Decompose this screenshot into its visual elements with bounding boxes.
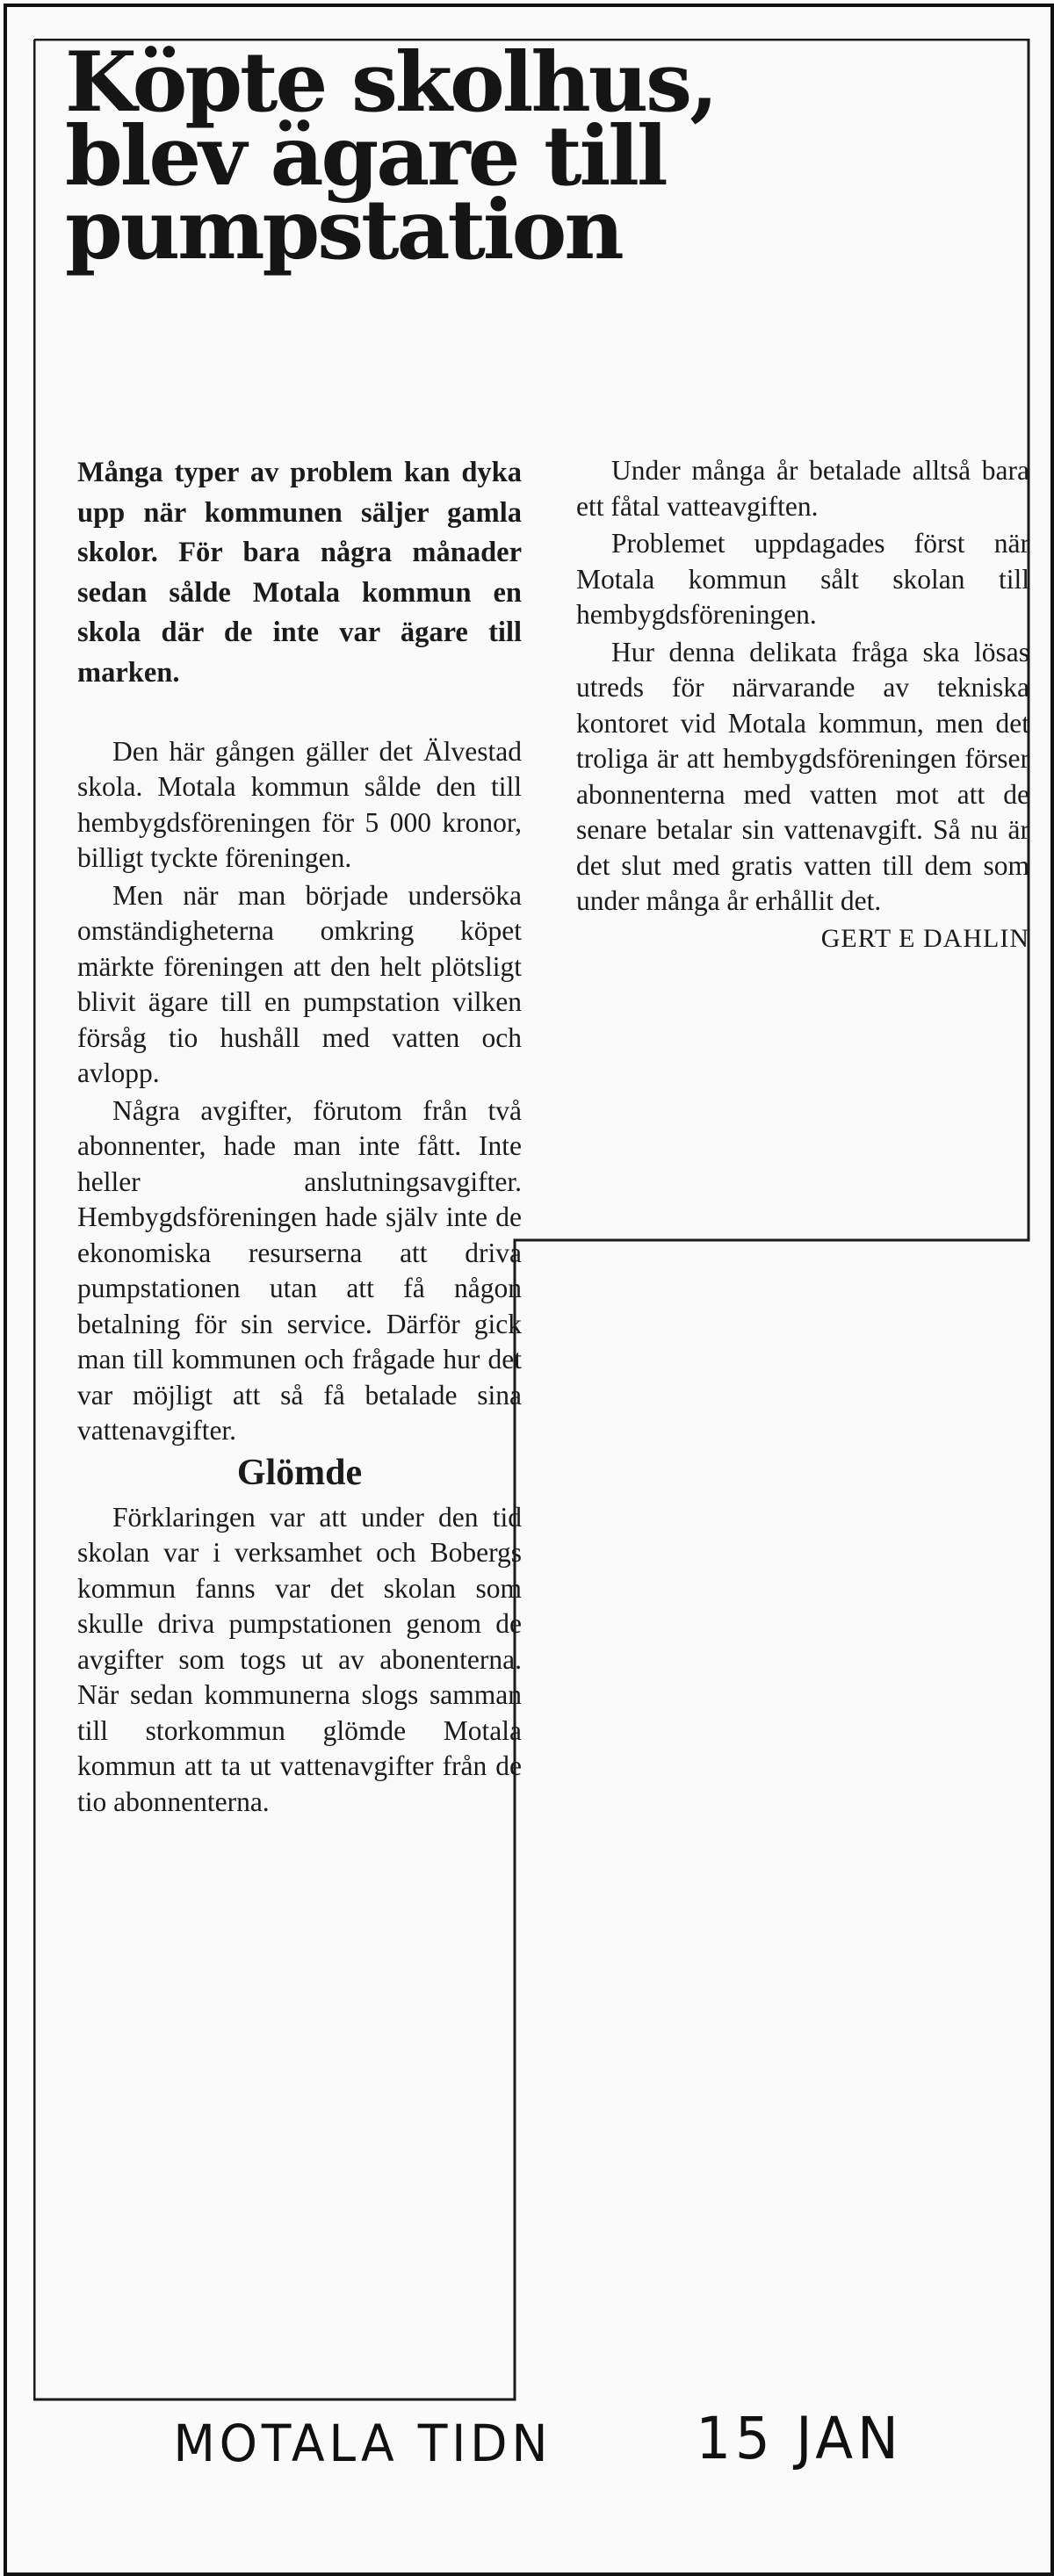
handwritten-date: 15 JAN <box>696 2405 903 2472</box>
body-paragraph: Hur denna delikata fråga ska lösas utreds för närvarande av tekniska kontoret vid Motala kommun, men det troliga är att hembygdsföreningen förser abonnenterna med vatten mot att de senare betalar sin vattenavgift. Så nu är det slut med gratis vatten till dem som under många år erhållit det. <box>576 636 1029 916</box>
handwritten-publication: MOTALA TIDN <box>173 2414 552 2473</box>
article-lead: Många typer av problem kan dyka upp när kommunen säljer gamla skolor. För bara några månader sedan sålde Motala kommun en skola där de inte var ägare till marken. <box>77 457 522 689</box>
page-frame <box>4 4 1054 2576</box>
headline-line-2: blev ägare till <box>65 108 666 205</box>
body-paragraph: Problemet uppdagades först när Motala kommun sålt skolan till hembygdsföreningen. <box>576 528 1029 630</box>
body-paragraph: Förklaringen var att under den tid skolan var i verksamhet och Bobergs kommun fanns var det skolan som skulle driva pumpstationen genom de avgifter som togs ut av abonenterna. När sedan kommunerna slogs samman till storkommun glömde Motala kommun att ta ut vattenavgifter från de tio abonnenterna. <box>77 1501 522 1817</box>
newspaper-clipping <box>33 34 1031 2401</box>
article-byline: GERT E DAHLIN <box>820 923 1029 953</box>
body-paragraph: Den här gången gäller det Älvestad skola. Motala kommun sålde den till hembygdsföreningen för 5 000 kronor, billigt tyckte föreningen. <box>77 735 522 874</box>
crosshead: Glömde <box>236 1452 363 1493</box>
body-paragraph: Men när man började undersöka omständigheterna omkring köpet märkte föreningen att den helt plötsligt blivit ägare till en pumpstation vilken försåg tio hushåll med vatten och avlopp. <box>77 879 522 1089</box>
headline-line-1: Köpte skolhus, <box>65 34 716 131</box>
body-paragraph: Några avgifter, förutom från två abonnenter, hade man inte fått. Inte heller anslutningsavgifter. Hembygdsföreningen hade själv inte de ekonomiska resurserna att driva pumpstationen utan att få någon betalning för sin service. Därför gick man till kommunen och frågade hur det var möjligt att så få betalade sina vattenavgifter. <box>77 1094 522 1447</box>
article-headline <box>65 34 1022 278</box>
left-column <box>77 453 522 1820</box>
headline-line-3: pumpstation <box>65 182 622 278</box>
body-paragraph: Under många år betalade alltså bara ett fåtal vatteavgiften. <box>576 455 1029 522</box>
right-column <box>576 453 1029 956</box>
